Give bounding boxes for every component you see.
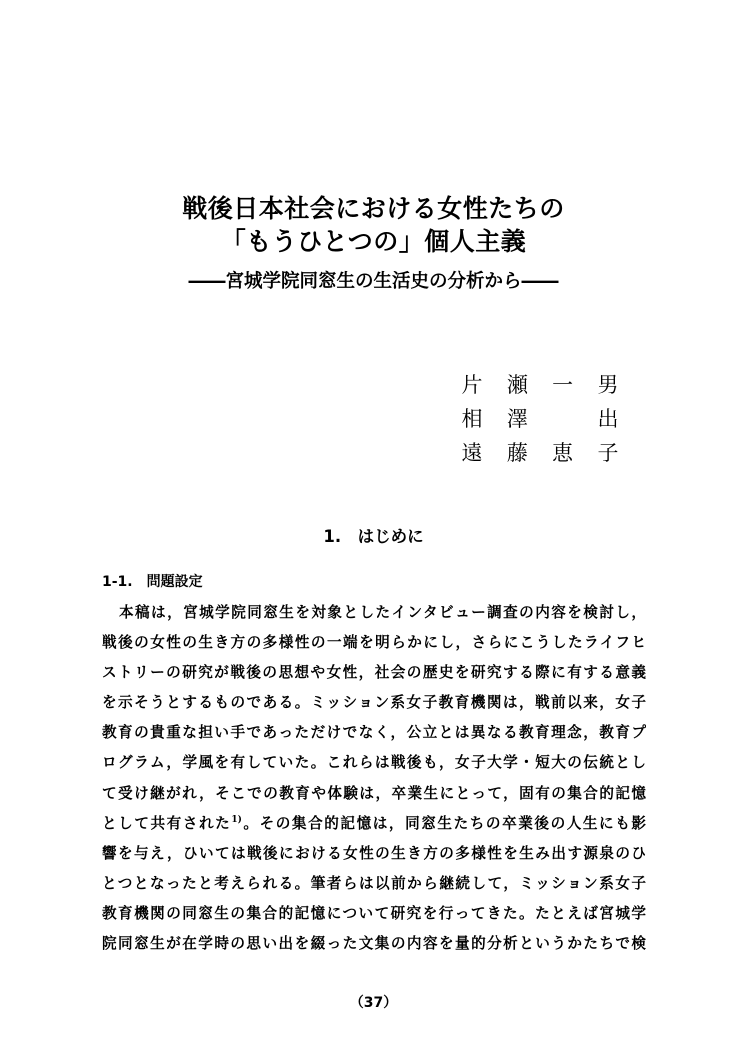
author-2-char-4: 出 <box>597 407 619 431</box>
section-heading: 1. はじめに <box>323 527 424 546</box>
author-3-char-1: 遠 <box>461 441 483 465</box>
author-3-char-4: 子 <box>597 441 619 465</box>
author-2-char-1: 相 <box>461 407 483 431</box>
author-3-char-3: 恵 <box>552 441 574 465</box>
author-1-char-1: 片 <box>461 373 483 397</box>
body-line: ストリーの研究が戦後の思想や女性，社会の歴史を研究する際に有する意義 <box>102 664 646 682</box>
author-1-char-2: 瀬 <box>506 373 528 397</box>
body-line: 本稿は，宮城学院同窓生を対象としたインタビュー調査の内容を検討し， <box>119 604 646 621</box>
body-line: て受け継がれ，そこでの教育や体験は，卒業生にとって，固有の集合的記憶 <box>102 784 646 802</box>
author-1-char-4: 男 <box>597 373 619 397</box>
body-line: 戦後の女性の生き方の多様性の一端を明らかにし，さらにこうしたライフヒ <box>102 634 646 652</box>
body-text <box>102 598 646 959</box>
author-1 <box>460 368 620 402</box>
author-list <box>460 368 620 470</box>
body-line: 響を与え，ひいては戦後における女性の生き方の多様性を生み出す源泉のひ <box>102 844 646 862</box>
body-line: 教育の貴重な担い手であっただけでなく，公立とは異なる教育理念，教育プ <box>102 724 646 742</box>
paper-subtitle: ――宮城学院同窓生の生活史の分析から―― <box>188 271 559 292</box>
title-block <box>0 192 747 295</box>
footnote-marker[interactable]: 1) <box>231 814 242 825</box>
body-line-start: として共有された <box>102 814 232 832</box>
body-line-with-footnote <box>102 809 646 839</box>
paper-title-line-1: 戦後日本社会における女性たちの <box>182 194 565 223</box>
author-3 <box>460 436 620 470</box>
page-number: （37） <box>349 995 398 1011</box>
body-line: とつとなったと考えられる。筆者らは以前から継続して，ミッション系女子 <box>102 874 646 892</box>
body-line: を示そうとするものである。ミッション系女子教育機関は，戦前以来，女子 <box>102 694 646 712</box>
subsection-heading: 1-1. 問題設定 <box>102 574 203 590</box>
body-line: 院同窓生が在学時の思い出を綴った文集の内容を量的分析というかたちで検 <box>102 935 646 953</box>
body-line-end: 。その集合的記憶は，同窓生たちの卒業後の人生にも影 <box>241 814 646 832</box>
author-2-char-2: 澤 <box>506 407 528 431</box>
author-2 <box>460 402 620 436</box>
body-line: ログラム，学風を有していた。これらは戦後も，女子大学・短大の伝統とし <box>102 754 646 772</box>
body-line: 教育機関の同窓生の集合的記憶について研究を行ってきた。たとえば宮城学 <box>102 904 646 922</box>
author-1-char-3: 一 <box>552 373 574 397</box>
paper-title-line-2: 「もうひとつの」個人主義 <box>220 227 527 256</box>
author-3-char-2: 藤 <box>506 441 528 465</box>
